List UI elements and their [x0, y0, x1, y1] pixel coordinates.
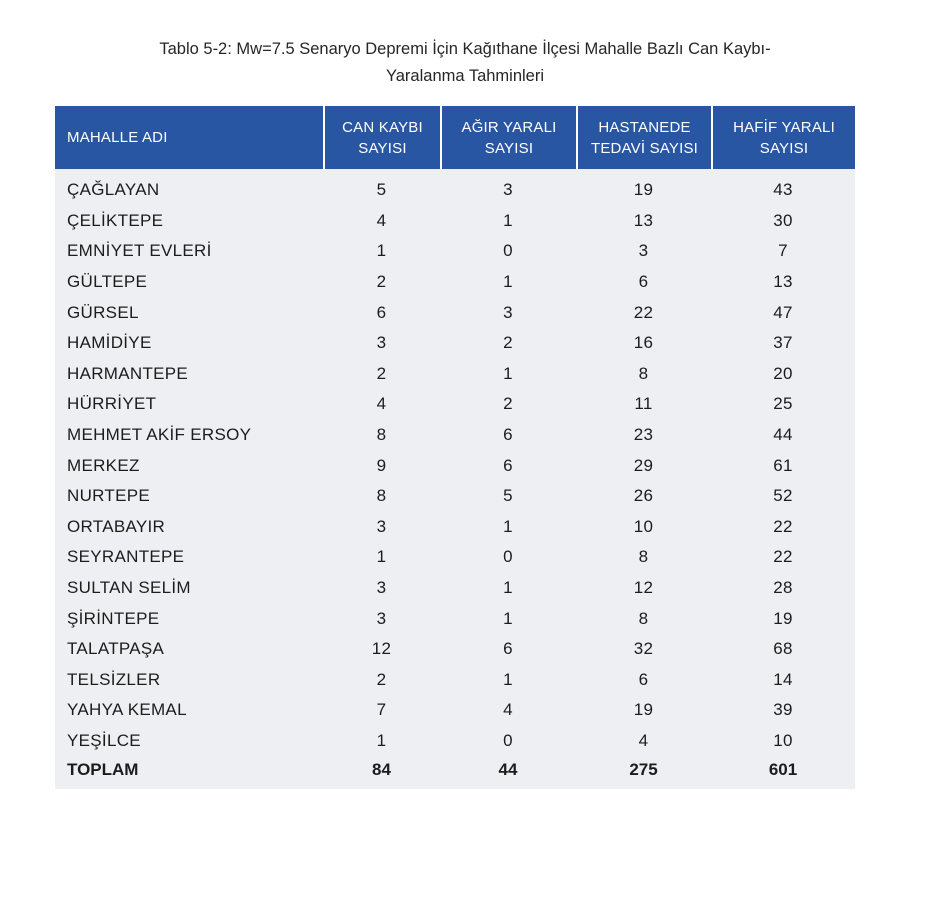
minor-injury-count: 14: [711, 665, 855, 696]
minor-injury-count: 52: [711, 481, 855, 512]
table-row: [55, 389, 855, 420]
hospital-treatment-count: 19: [576, 695, 711, 726]
neighborhood-name: YEŞİLCE: [55, 726, 323, 757]
hospital-treatment-count: 13: [576, 206, 711, 237]
minor-injury-count: 68: [711, 634, 855, 665]
caption-line-2: Yaralanma Tahminleri: [385, 67, 545, 85]
table-row: [55, 542, 855, 573]
table-row: [55, 236, 855, 267]
neighborhood-name: ÇELİKTEPE: [55, 206, 323, 237]
serious-injury-count: 6: [440, 420, 576, 451]
minor-injury-count: 61: [711, 450, 855, 481]
deaths-count: 7: [323, 695, 440, 726]
total-minor-injuries: 601: [711, 756, 855, 789]
neighborhood-name: NURTEPE: [55, 481, 323, 512]
table-row: [55, 420, 855, 451]
deaths-count: 6: [323, 297, 440, 328]
hospital-treatment-count: 22: [576, 297, 711, 328]
serious-injury-count: 0: [440, 236, 576, 267]
hospital-treatment-count: 16: [576, 328, 711, 359]
minor-injury-count: 37: [711, 328, 855, 359]
serious-injury-count: 0: [440, 726, 576, 757]
deaths-count: 2: [323, 359, 440, 390]
serious-injury-count: 1: [440, 359, 576, 390]
serious-injury-count: 3: [440, 169, 576, 206]
table-row: [55, 665, 855, 696]
hospital-treatment-count: 6: [576, 267, 711, 298]
deaths-count: 3: [323, 512, 440, 543]
hospital-treatment-count: 29: [576, 450, 711, 481]
minor-injury-count: 19: [711, 603, 855, 634]
table-row: [55, 573, 855, 604]
total-label: TOPLAM: [55, 756, 323, 789]
deaths-count: 1: [323, 542, 440, 573]
deaths-count: 4: [323, 389, 440, 420]
deaths-count: 2: [323, 267, 440, 298]
table-row: [55, 634, 855, 665]
minor-injury-count: 28: [711, 573, 855, 604]
minor-injury-count: 22: [711, 542, 855, 573]
neighborhood-name: SEYRANTEPE: [55, 542, 323, 573]
serious-injury-count: 0: [440, 542, 576, 573]
hospital-treatment-count: 8: [576, 359, 711, 390]
minor-injury-count: 7: [711, 236, 855, 267]
neighborhood-name: ORTABAYIR: [55, 512, 323, 543]
hospital-treatment-count: 19: [576, 169, 711, 206]
serious-injury-count: 5: [440, 481, 576, 512]
minor-injury-count: 47: [711, 297, 855, 328]
total-serious-injuries: 44: [440, 756, 576, 789]
header-serious-injuries: AĞIR YARALI SAYISI: [440, 106, 576, 169]
deaths-count: 3: [323, 603, 440, 634]
serious-injury-count: 6: [440, 634, 576, 665]
serious-injury-count: 2: [440, 389, 576, 420]
neighborhood-name: TALATPAŞA: [55, 634, 323, 665]
table-row: [55, 328, 855, 359]
header-deaths: CAN KAYBI SAYISI: [323, 106, 440, 169]
neighborhood-name: MERKEZ: [55, 450, 323, 481]
casualty-table: [55, 106, 855, 789]
serious-injury-count: 2: [440, 328, 576, 359]
hospital-treatment-count: 11: [576, 389, 711, 420]
deaths-count: 8: [323, 420, 440, 451]
minor-injury-count: 22: [711, 512, 855, 543]
neighborhood-name: SULTAN SELİM: [55, 573, 323, 604]
header-minor-injuries: HAFİF YARALI SAYISI: [711, 106, 855, 169]
deaths-count: 5: [323, 169, 440, 206]
neighborhood-name: HÜRRİYET: [55, 389, 323, 420]
hospital-treatment-count: 8: [576, 603, 711, 634]
serious-injury-count: 4: [440, 695, 576, 726]
minor-injury-count: 25: [711, 389, 855, 420]
table-row: [55, 695, 855, 726]
minor-injury-count: 10: [711, 726, 855, 757]
neighborhood-name: TELSİZLER: [55, 665, 323, 696]
minor-injury-count: 20: [711, 359, 855, 390]
deaths-count: 9: [323, 450, 440, 481]
serious-injury-count: 6: [440, 450, 576, 481]
header-row: [55, 106, 855, 169]
serious-injury-count: 3: [440, 297, 576, 328]
minor-injury-count: 44: [711, 420, 855, 451]
table-row: [55, 450, 855, 481]
hospital-treatment-count: 10: [576, 512, 711, 543]
serious-injury-count: 1: [440, 603, 576, 634]
header-hospital-treatment: HASTANEDE TEDAVİ SAYISI: [576, 106, 711, 169]
table-caption: [0, 36, 930, 90]
hospital-treatment-count: 12: [576, 573, 711, 604]
deaths-count: 3: [323, 573, 440, 604]
table-row: [55, 359, 855, 390]
table-header: [55, 106, 855, 169]
serious-injury-count: 1: [440, 512, 576, 543]
hospital-treatment-count: 4: [576, 726, 711, 757]
table-row: [55, 267, 855, 298]
neighborhood-name: MEHMET AKİF ERSOY: [55, 420, 323, 451]
minor-injury-count: 39: [711, 695, 855, 726]
table-row: [55, 603, 855, 634]
deaths-count: 12: [323, 634, 440, 665]
hospital-treatment-count: 8: [576, 542, 711, 573]
deaths-count: 3: [323, 328, 440, 359]
serious-injury-count: 1: [440, 206, 576, 237]
minor-injury-count: 30: [711, 206, 855, 237]
deaths-count: 2: [323, 665, 440, 696]
table-row: [55, 169, 855, 206]
minor-injury-count: 13: [711, 267, 855, 298]
serious-injury-count: 1: [440, 573, 576, 604]
total-hospital-treatment: 275: [576, 756, 711, 789]
neighborhood-name: HAMİDİYE: [55, 328, 323, 359]
hospital-treatment-count: 3: [576, 236, 711, 267]
table-row: [55, 726, 855, 757]
neighborhood-name: GÜRSEL: [55, 297, 323, 328]
total-row: [55, 756, 855, 789]
neighborhood-name: YAHYA KEMAL: [55, 695, 323, 726]
table-row: [55, 512, 855, 543]
hospital-treatment-count: 23: [576, 420, 711, 451]
hospital-treatment-count: 6: [576, 665, 711, 696]
deaths-count: 1: [323, 726, 440, 757]
table-body: [55, 169, 855, 756]
neighborhood-name: HARMANTEPE: [55, 359, 323, 390]
serious-injury-count: 1: [440, 665, 576, 696]
neighborhood-name: ÇAĞLAYAN: [55, 169, 323, 206]
deaths-count: 1: [323, 236, 440, 267]
table-row: [55, 481, 855, 512]
minor-injury-count: 43: [711, 169, 855, 206]
table-row: [55, 297, 855, 328]
hospital-treatment-count: 26: [576, 481, 711, 512]
table-row: [55, 206, 855, 237]
neighborhood-name: ŞİRİNTEPE: [55, 603, 323, 634]
neighborhood-name: GÜLTEPE: [55, 267, 323, 298]
header-neighborhood: MAHALLE ADI: [55, 106, 323, 169]
total-deaths: 84: [323, 756, 440, 789]
table-footer: [55, 756, 855, 789]
serious-injury-count: 1: [440, 267, 576, 298]
neighborhood-name: EMNİYET EVLERİ: [55, 236, 323, 267]
hospital-treatment-count: 32: [576, 634, 711, 665]
deaths-count: 8: [323, 481, 440, 512]
deaths-count: 4: [323, 206, 440, 237]
caption-line-1: Tablo 5-2: Mw=7.5 Senaryo Depremi İçin Kağıthane İlçesi Mahalle Bazlı Can Kaybı-: [159, 40, 771, 58]
